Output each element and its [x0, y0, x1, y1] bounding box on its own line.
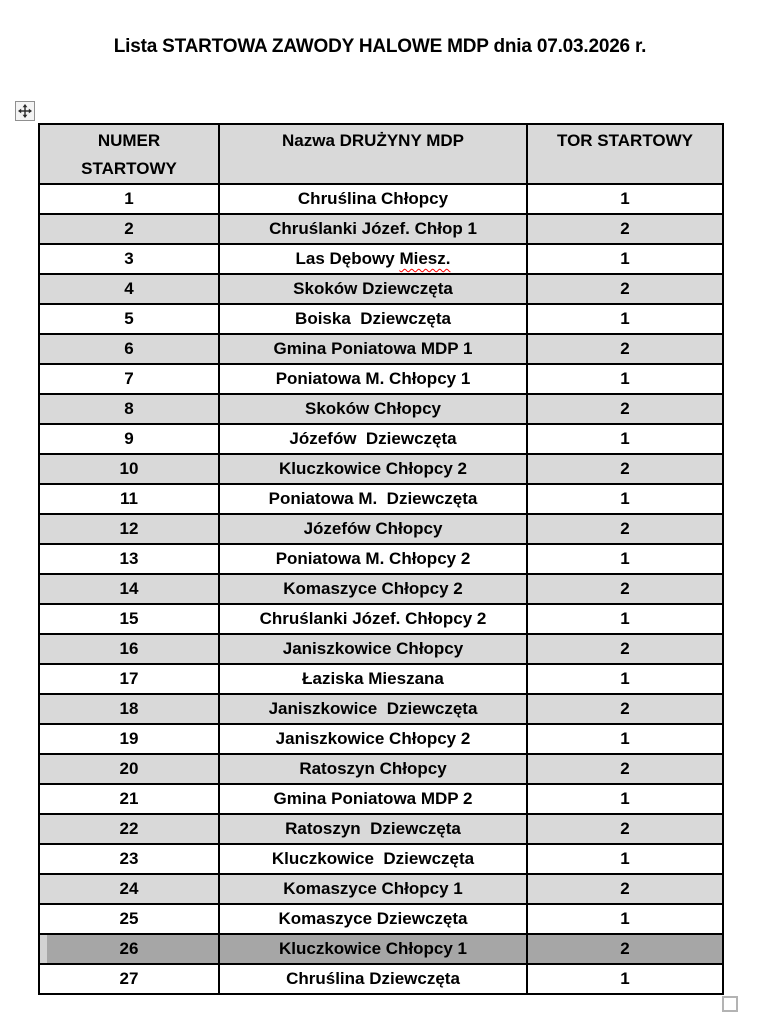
cell-start-number: 9	[39, 424, 219, 454]
table-row	[39, 784, 723, 814]
cell-start-number: 18	[39, 694, 219, 724]
cell-start-number: 17	[39, 664, 219, 694]
table-header-row	[39, 124, 723, 184]
table-row	[39, 664, 723, 694]
cell-team-name: Komaszyce Chłopcy 1	[219, 874, 527, 904]
cell-start-number: 21	[39, 784, 219, 814]
header-lane	[527, 124, 723, 184]
cell-lane: 2	[527, 394, 723, 424]
cell-lane: 2	[527, 274, 723, 304]
cell-lane: 2	[527, 334, 723, 364]
page-title: Lista STARTOWA ZAWODY HALOWE MDP dnia 07.03.2026 r.	[113, 36, 647, 57]
spell-error-word: Miesz.	[399, 249, 451, 268]
table-row	[39, 484, 723, 514]
cell-start-number: 27	[39, 964, 219, 994]
table-move-handle[interactable]	[15, 101, 35, 121]
header-lane-label: TOR STARTOWY	[557, 131, 693, 150]
cell-team-name: Józefów Dziewczęta	[219, 424, 527, 454]
cell-start-number: 25	[39, 904, 219, 934]
cell-team-name: Skoków Chłopcy	[219, 394, 527, 424]
team-name-text: Las Dębowy	[295, 249, 400, 268]
cell-team-name	[219, 244, 527, 274]
table-row	[39, 244, 723, 274]
cell-team-name: Józefów Chłopcy	[219, 514, 527, 544]
cell-team-name: Skoków Dziewczęta	[219, 274, 527, 304]
cell-lane: 2	[527, 934, 723, 964]
table-row	[39, 424, 723, 454]
cell-start-number: 16	[39, 634, 219, 664]
cell-start-number: 26	[39, 934, 219, 964]
header-start-number-label: NUMER STARTOWY	[81, 131, 177, 178]
cell-lane: 2	[527, 214, 723, 244]
table-row	[39, 334, 723, 364]
cell-team-name: Janiszkowice Dziewczęta	[219, 694, 527, 724]
cell-team-name: Ratoszyn Dziewczęta	[219, 814, 527, 844]
cell-lane: 1	[527, 424, 723, 454]
cell-start-number: 24	[39, 874, 219, 904]
cell-team-name: Janiszkowice Chłopcy 2	[219, 724, 527, 754]
cell-team-name: Kluczkowice Chłopcy 1	[219, 934, 527, 964]
cell-lane: 1	[527, 244, 723, 274]
cell-team-name: Chruślina Dziewczęta	[219, 964, 527, 994]
cell-start-number: 1	[39, 184, 219, 214]
cell-team-name: Poniatowa M. Chłopcy 2	[219, 544, 527, 574]
table-row	[39, 454, 723, 484]
cell-lane: 2	[527, 754, 723, 784]
table-row	[39, 514, 723, 544]
cell-team-name: Boiska Dziewczęta	[219, 304, 527, 334]
cell-team-name: Komaszyce Chłopcy 2	[219, 574, 527, 604]
cell-start-number: 7	[39, 364, 219, 394]
start-list-table	[38, 123, 724, 995]
cell-team-name: Chruślanki Józef. Chłopcy 2	[219, 604, 527, 634]
cell-start-number: 19	[39, 724, 219, 754]
cell-start-number: 2	[39, 214, 219, 244]
cell-lane: 1	[527, 664, 723, 694]
table-row	[39, 964, 723, 994]
cell-lane: 1	[527, 364, 723, 394]
cell-lane: 1	[527, 904, 723, 934]
table-row	[39, 394, 723, 424]
table-row	[39, 574, 723, 604]
table-row	[39, 694, 723, 724]
cell-team-name: Chruślina Chłopcy	[219, 184, 527, 214]
cell-lane: 2	[527, 814, 723, 844]
move-icon	[18, 104, 32, 118]
cell-start-number: 10	[39, 454, 219, 484]
cell-lane: 2	[527, 574, 723, 604]
cell-lane: 1	[527, 304, 723, 334]
cell-team-name: Poniatowa M. Chłopcy 1	[219, 364, 527, 394]
cell-team-name: Kluczkowice Dziewczęta	[219, 844, 527, 874]
cell-lane: 1	[527, 544, 723, 574]
cell-team-name: Gmina Poniatowa MDP 2	[219, 784, 527, 814]
table-body	[39, 184, 723, 994]
table-row	[39, 874, 723, 904]
table-row	[39, 274, 723, 304]
cell-team-name: Łaziska Mieszana	[219, 664, 527, 694]
table-row	[39, 934, 723, 964]
table-row	[39, 364, 723, 394]
cell-lane: 1	[527, 484, 723, 514]
cell-start-number: 4	[39, 274, 219, 304]
header-start-number	[39, 124, 219, 184]
cell-lane: 2	[527, 874, 723, 904]
table-row	[39, 214, 723, 244]
cell-lane: 2	[527, 514, 723, 544]
table-row	[39, 184, 723, 214]
cell-start-number: 5	[39, 304, 219, 334]
table-row	[39, 544, 723, 574]
cell-lane: 1	[527, 784, 723, 814]
cell-start-number: 12	[39, 514, 219, 544]
table-row	[39, 814, 723, 844]
table-resize-handle[interactable]	[722, 996, 738, 1012]
cell-start-number: 15	[39, 604, 219, 634]
header-team-name-label: Nazwa DRUŻYNY MDP	[282, 131, 464, 150]
cell-start-number: 20	[39, 754, 219, 784]
cell-start-number: 8	[39, 394, 219, 424]
cell-lane: 1	[527, 964, 723, 994]
cell-lane: 2	[527, 454, 723, 484]
table-row	[39, 844, 723, 874]
table-row	[39, 904, 723, 934]
cell-lane: 2	[527, 694, 723, 724]
table-row	[39, 604, 723, 634]
cell-lane: 1	[527, 844, 723, 874]
cell-lane: 2	[527, 634, 723, 664]
table-row	[39, 724, 723, 754]
cell-start-number: 11	[39, 484, 219, 514]
table-row	[39, 754, 723, 784]
cell-team-name: Poniatowa M. Dziewczęta	[219, 484, 527, 514]
cell-lane: 1	[527, 184, 723, 214]
table-row	[39, 304, 723, 334]
cell-team-name: Ratoszyn Chłopcy	[219, 754, 527, 784]
cell-lane: 1	[527, 604, 723, 634]
cell-start-number: 13	[39, 544, 219, 574]
cell-start-number: 3	[39, 244, 219, 274]
cell-team-name: Chruślanki Józef. Chłop 1	[219, 214, 527, 244]
table-row	[39, 634, 723, 664]
cell-team-name: Kluczkowice Chłopcy 2	[219, 454, 527, 484]
cell-team-name: Gmina Poniatowa MDP 1	[219, 334, 527, 364]
cell-start-number: 6	[39, 334, 219, 364]
cell-team-name: Komaszyce Dziewczęta	[219, 904, 527, 934]
cell-lane: 1	[527, 724, 723, 754]
cell-team-name: Janiszkowice Chłopcy	[219, 634, 527, 664]
cell-start-number: 22	[39, 814, 219, 844]
cell-start-number: 14	[39, 574, 219, 604]
cell-start-number: 23	[39, 844, 219, 874]
header-team-name	[219, 124, 527, 184]
